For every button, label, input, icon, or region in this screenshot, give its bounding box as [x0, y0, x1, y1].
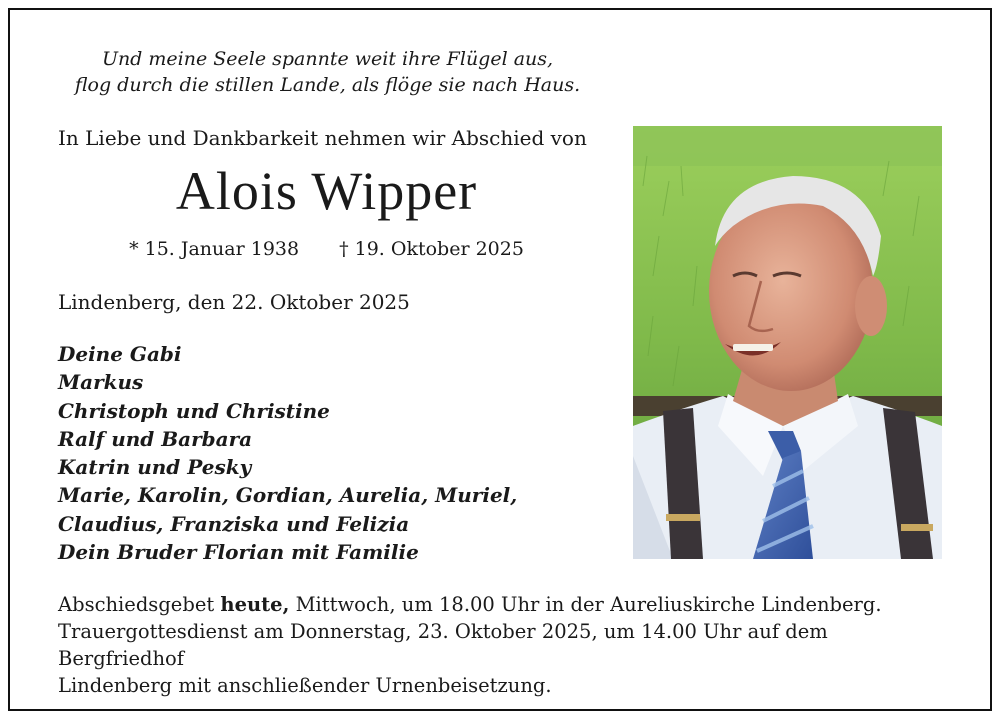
- mourner-line: Markus: [58, 370, 144, 395]
- funeral-info: Trauergottesdienst am Donnerstag, 23. Oktober 2025, um 14.00 Uhr auf dem Bergfriedhof: [58, 620, 828, 670]
- burial-info: Lindenberg mit anschließender Urnenbeisetzung.: [58, 674, 552, 697]
- intro-text: In Liebe und Dankbarkeit nehmen wir Abschied von: [58, 126, 587, 150]
- mourner-line: Dein Bruder Florian mit Familie: [58, 540, 419, 565]
- mourner-line: Marie, Karolin, Gordian, Aurelia, Muriel,: [58, 483, 518, 508]
- life-dates: [58, 238, 595, 260]
- mourner-line: Ralf und Barbara: [58, 426, 253, 451]
- deceased-name: Alois Wipper: [175, 161, 478, 221]
- mourner-line: Deine Gabi: [58, 342, 182, 366]
- mourner-line: Christoph und Christine: [58, 398, 330, 423]
- portrait-photo: [633, 126, 942, 559]
- quote-line: flog durch die stillen Lande, als flöge sie nach Haus.: [74, 74, 581, 96]
- birth-date: * 15. Januar 1938: [129, 238, 300, 260]
- mourners-list: [58, 340, 517, 566]
- prayer-info: Abschiedsgebet heute, Mittwoch, um 18.00 Uhr in der Aureliuskirche Lindenberg.: [58, 593, 882, 616]
- poem-quote: [60, 46, 595, 98]
- death-date: † 19. Oktober 2025: [339, 238, 524, 260]
- place-and-date: Lindenberg, den 22. Oktober 2025: [58, 290, 410, 314]
- mourner-line: Claudius, Franziska und Felizia: [58, 511, 410, 536]
- quote-line: Und meine Seele spannte weit ihre Flügel aus,: [101, 48, 554, 70]
- mourner-line: Katrin und Pesky: [58, 455, 252, 480]
- service-info: [58, 591, 958, 699]
- today-emphasis: heute,: [220, 593, 290, 616]
